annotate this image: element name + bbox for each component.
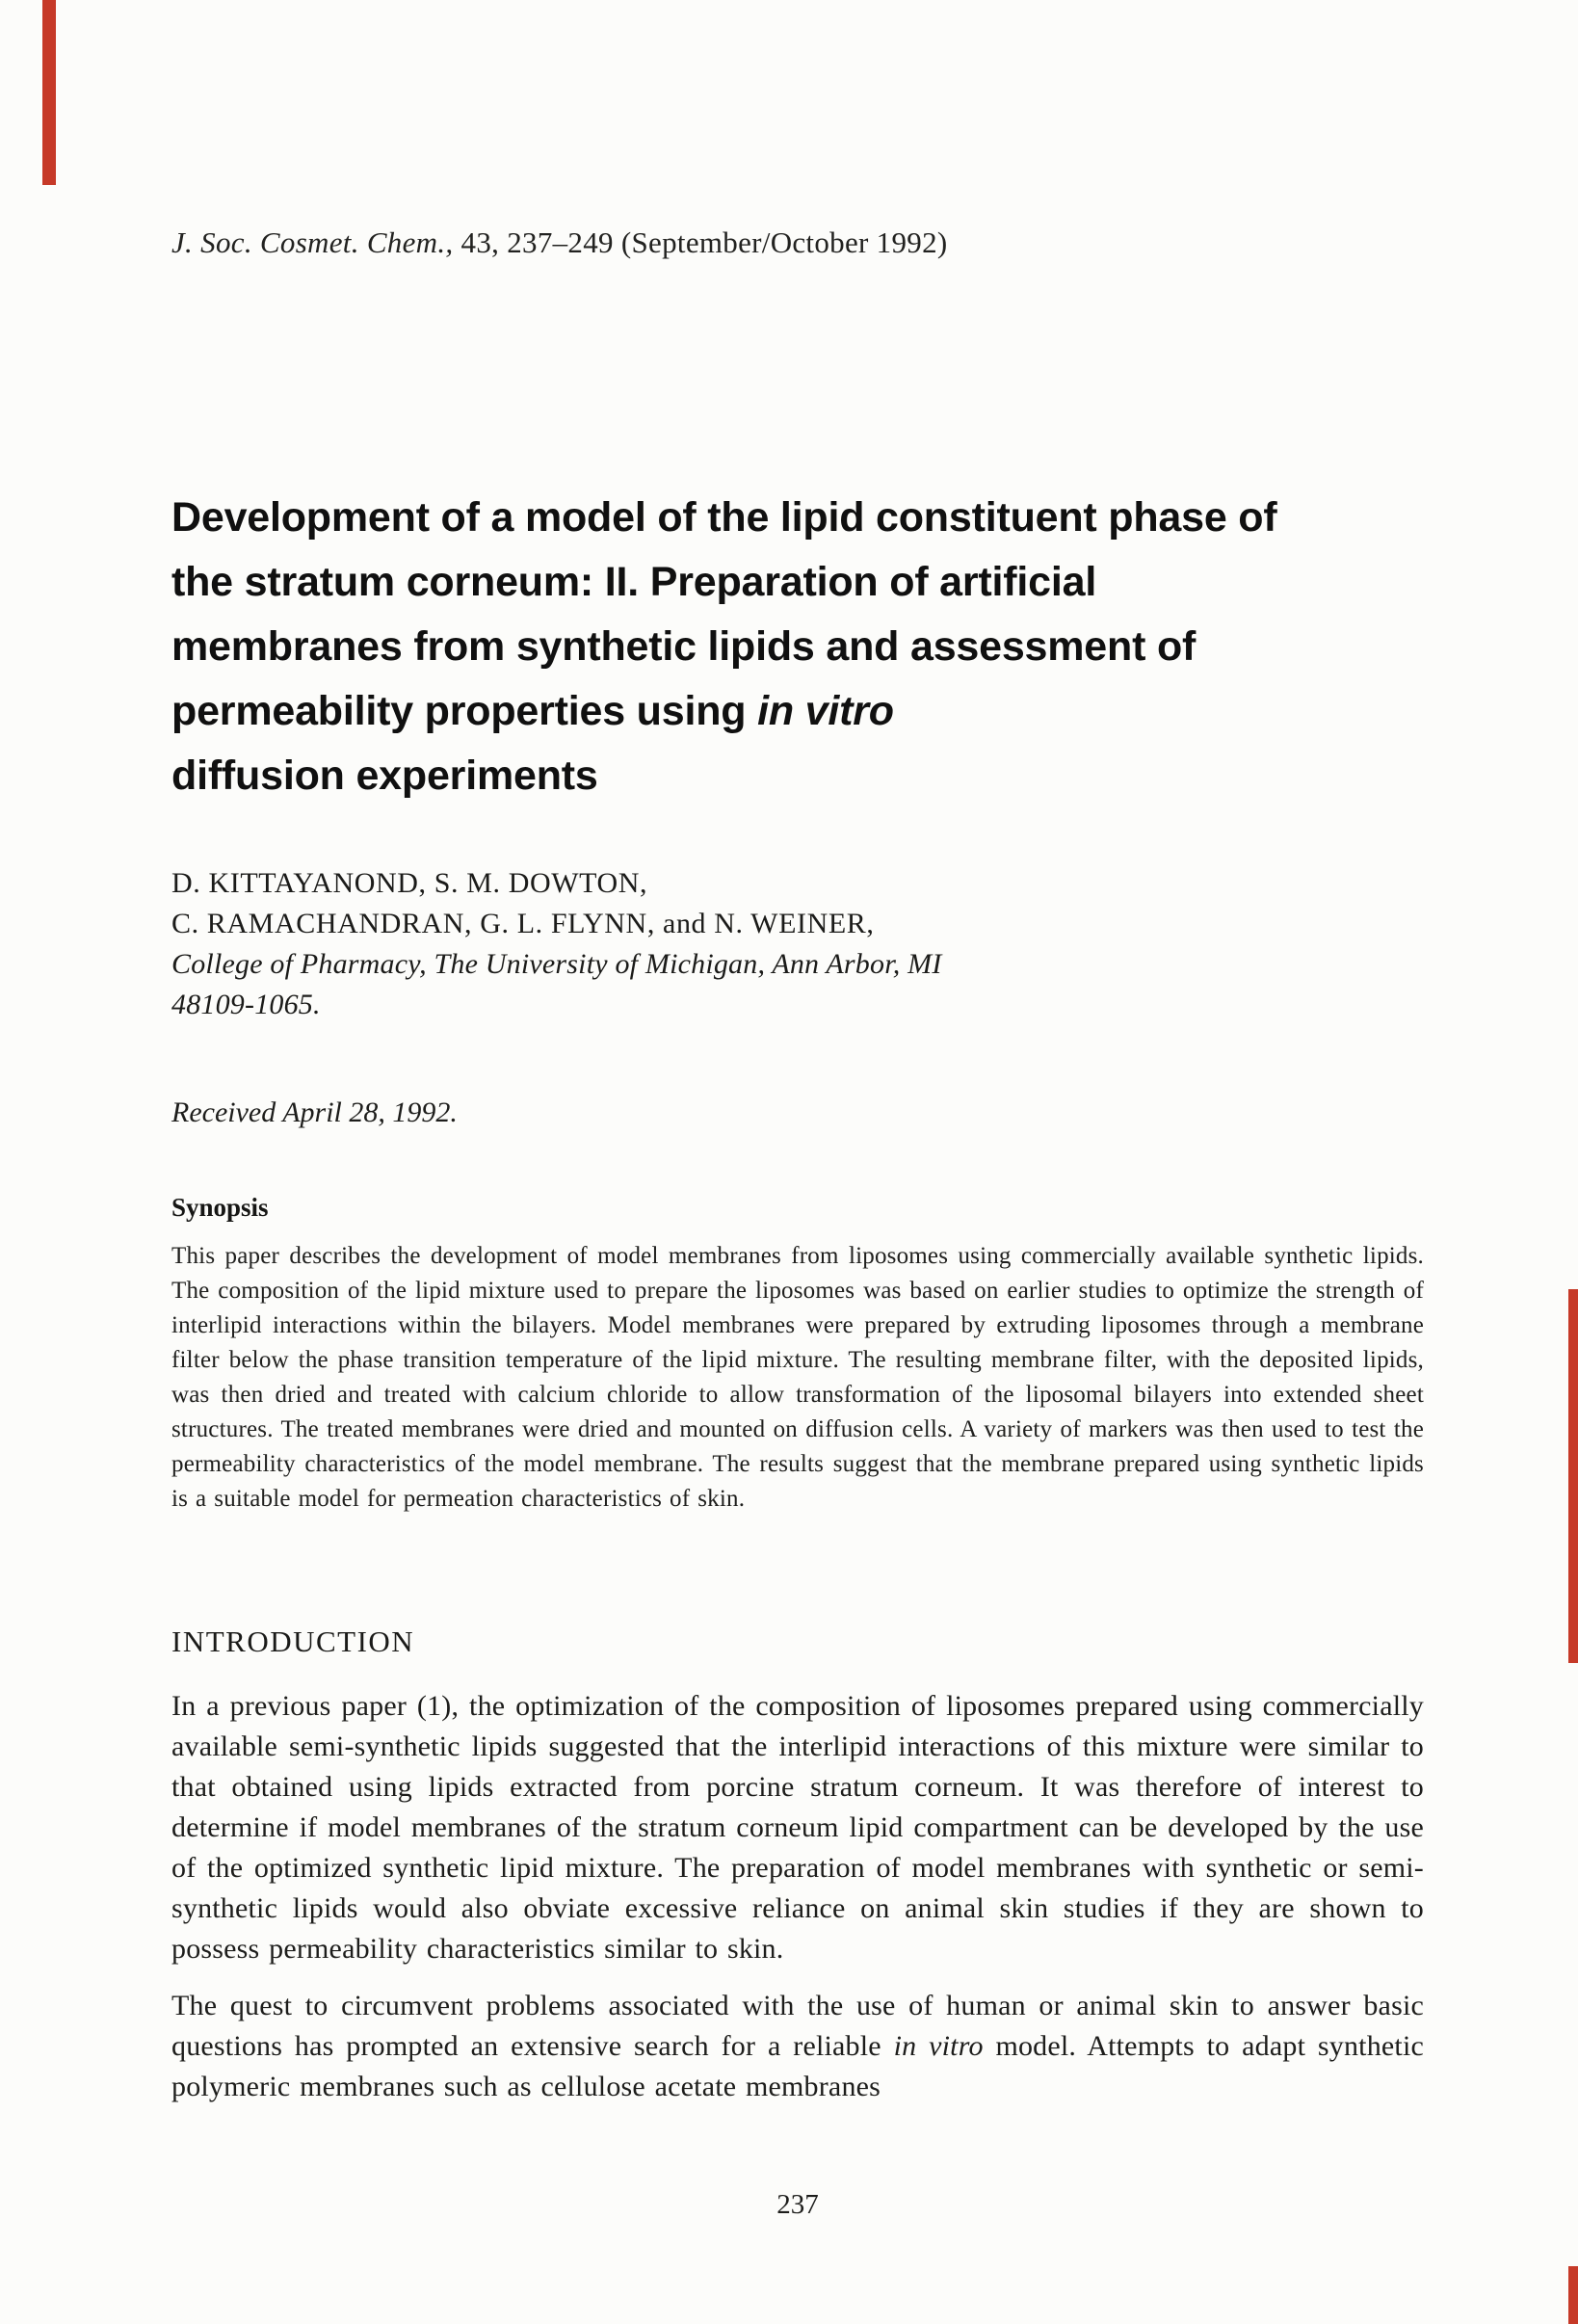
introduction-paragraph-1: In a previous paper (1), the optimization of the composition of liposomes prepared using commercially available semi-synthetic lipids suggested that the interlipid interactions of this mixture were similar to that obtained using lipids extracted from porcine stratum corneum. It was therefore of interest to determine if model membranes of the stratum corneum lipid compartment can be developed by the use of the optimized synthetic lipid mixture. The preparation of model membranes with synthetic or semi-synthetic lipids would also obviate excessive reliance on animal skin studies if they are shown to possess permeability characteristics similar to skin. — [171, 1690, 1424, 1965]
byline-block — [171, 863, 942, 1025]
journal-pages-issue: 237–249 (September/October 1992) — [507, 225, 948, 259]
introduction-heading: INTRODUCTION — [171, 1624, 415, 1658]
article-title — [171, 486, 1453, 808]
article-title-line-4-text: permeability properties using — [171, 688, 747, 734]
affiliation-line-2: 48109-1065. — [171, 989, 321, 1020]
article-title-line-1: Development of a model of the lipid constituent phase of — [171, 494, 1277, 541]
authors-line-1: D. KITTAYANOND, S. M. DOWTON, — [171, 867, 648, 899]
journal-citation-line — [171, 225, 948, 260]
introduction-body — [171, 1686, 1424, 2107]
scan-artifact-right-middle — [1568, 1289, 1578, 1663]
scan-artifact-top-left — [42, 0, 56, 185]
article-title-line-2: the stratum corneum: II. Preparation of artificial — [171, 559, 1097, 605]
article-title-line-4 — [171, 679, 1453, 744]
article-title-line-3: membranes from synthetic lipids and assessment of — [171, 623, 1197, 670]
affiliation-line-1: College of Pharmacy, The University of Michigan, Ann Arbor, MI — [171, 948, 942, 980]
article-title-line-5: diffusion experiments — [171, 753, 598, 799]
introduction-paragraph-2 — [171, 1986, 1424, 2107]
introduction-paragraph-2-post: model. Attempts to adapt synthetic polymeric membranes such as cellulose acetate membranes — [171, 2030, 1424, 2102]
scan-artifact-right-bottom — [1568, 2266, 1578, 2324]
journal-volume: 43, — [460, 225, 500, 259]
introduction-in-vitro: in vitro — [893, 2030, 984, 2062]
synopsis-body: This paper describes the development of model membranes from liposomes using commercially available synthetic lipids. The composition of the lipid mixture used to prepare the liposomes was based on earlier studies to optimize the strength of interlipid interactions within the bilayers. Model membranes were prepared by extruding liposomes through a membrane filter below the phase transition temperature of the lipid mixture. The resulting membrane filter, with the deposited lipids, was then dried and treated with calcium chloride to allow transformation of the liposomal bilayers into extended sheet structures. The treated membranes were dried and mounted on diffusion cells. A variety of markers was then used to test the permeability characteristics of the model membrane. The results suggest that the membrane prepared using synthetic lipids is a suitable model for permeation characteristics of skin. — [171, 1243, 1424, 1512]
journal-name: J. Soc. Cosmet. Chem., — [171, 225, 454, 259]
received-date-line: Received April 28, 1992. — [171, 1096, 458, 1128]
page-number: 237 — [776, 2189, 819, 2220]
authors-line-2: C. RAMACHANDRAN, G. L. FLYNN, and N. WEINER, — [171, 908, 875, 939]
synopsis-heading: Synopsis — [171, 1193, 269, 1222]
introduction-paragraph-2-pre: The quest to circumvent problems associated with the use of human or animal skin to answer basic questions has prompted an extensive search for a reliable — [171, 1990, 1424, 2062]
article-title-in-vitro: in vitro — [757, 688, 894, 734]
